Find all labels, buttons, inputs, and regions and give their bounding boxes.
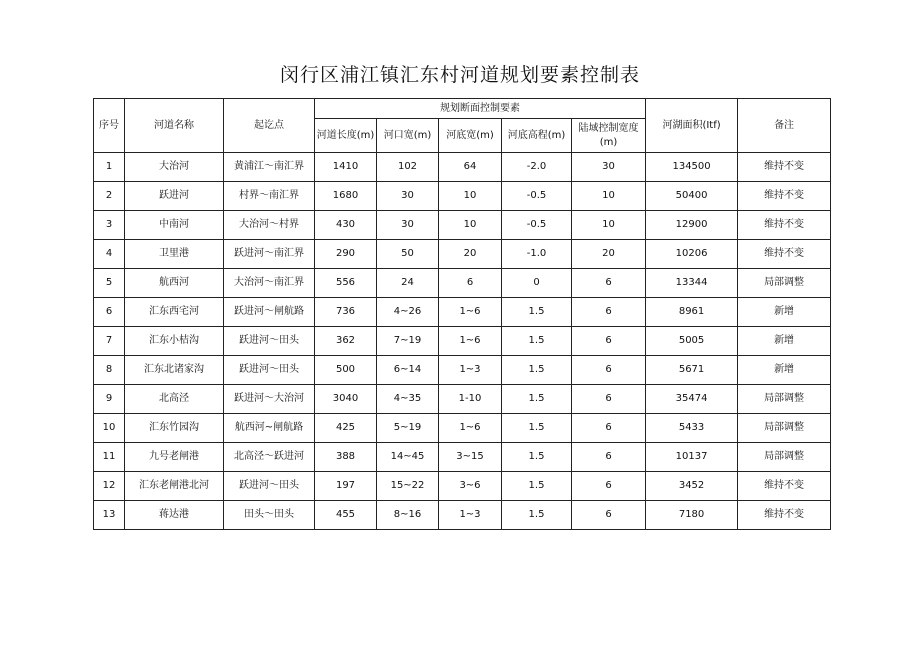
cell-note: 维持不变: [738, 472, 831, 501]
header-range: 起讫点: [224, 99, 315, 153]
cell-seq: 11: [94, 443, 125, 472]
cell-bed-width: 1~3: [439, 356, 502, 385]
cell-river-name: 汇东西宅河: [125, 298, 224, 327]
cell-bed-elevation: -0.5: [502, 182, 572, 211]
cell-river-name: 汇东老闸港北河: [125, 472, 224, 501]
cell-note: 维持不变: [738, 153, 831, 182]
cell-bed-width: 1-10: [439, 385, 502, 414]
cell-land-width: 10: [572, 182, 646, 211]
cell-bed-width: 10: [439, 182, 502, 211]
cell-bed-elevation: 1.5: [502, 327, 572, 356]
cell-note: 局部调整: [738, 443, 831, 472]
header-bed-elevation: 河底高程(m): [502, 119, 572, 153]
cell-seq: 2: [94, 182, 125, 211]
cell-mouth-width: 4~26: [377, 298, 439, 327]
cell-area: 35474: [646, 385, 738, 414]
table-row: [94, 501, 831, 530]
cell-area: 10137: [646, 443, 738, 472]
cell-range: 跃进河～田头: [224, 356, 315, 385]
cell-length: 500: [315, 356, 377, 385]
cell-range: 跃进河～闸航路: [224, 298, 315, 327]
cell-river-name: 汇东小桔沟: [125, 327, 224, 356]
cell-river-name: 中南河: [125, 211, 224, 240]
cell-seq: 7: [94, 327, 125, 356]
cell-bed-elevation: -0.5: [502, 211, 572, 240]
cell-land-width: 6: [572, 298, 646, 327]
cell-mouth-width: 7~19: [377, 327, 439, 356]
header-bed-width: 河底宽(m): [439, 119, 502, 153]
cell-length: 3040: [315, 385, 377, 414]
cell-area: 5671: [646, 356, 738, 385]
table-row: [94, 385, 831, 414]
cell-mouth-width: 4~35: [377, 385, 439, 414]
cell-land-width: 6: [572, 385, 646, 414]
cell-range: 大治河～南汇界: [224, 269, 315, 298]
cell-mouth-width: 14~45: [377, 443, 439, 472]
cell-range: 跃进河～田头: [224, 327, 315, 356]
cell-note: 局部调整: [738, 269, 831, 298]
cell-bed-elevation: 1.5: [502, 298, 572, 327]
header-length: 河道长度(m): [315, 119, 377, 153]
cell-length: 736: [315, 298, 377, 327]
cell-bed-width: 64: [439, 153, 502, 182]
cell-river-name: 卫里港: [125, 240, 224, 269]
cell-river-name: 汇东北诸家沟: [125, 356, 224, 385]
cell-land-width: 6: [572, 356, 646, 385]
table-row: [94, 298, 831, 327]
cell-river-name: 北高泾: [125, 385, 224, 414]
cell-note: 维持不变: [738, 240, 831, 269]
header-seq: 序号: [94, 99, 125, 153]
cell-bed-width: 1~6: [439, 298, 502, 327]
cell-seq: 3: [94, 211, 125, 240]
cell-area: 5433: [646, 414, 738, 443]
cell-bed-width: 1~3: [439, 501, 502, 530]
cell-seq: 10: [94, 414, 125, 443]
header-land-width: 陆域控制宽度(m): [572, 119, 646, 153]
header-mouth-width: 河口宽(m): [377, 119, 439, 153]
table-row: [94, 443, 831, 472]
cell-land-width: 10: [572, 211, 646, 240]
cell-mouth-width: 102: [377, 153, 439, 182]
table-row: [94, 414, 831, 443]
header-river-name: 河道名称: [125, 99, 224, 153]
header-area: 河湖面积(Itf): [646, 99, 738, 153]
cell-area: 50400: [646, 182, 738, 211]
cell-area: 134500: [646, 153, 738, 182]
river-control-table: [93, 98, 831, 530]
cell-length: 425: [315, 414, 377, 443]
cell-range: 跃进河～田头: [224, 472, 315, 501]
cell-bed-width: 3~15: [439, 443, 502, 472]
cell-range: 跃进河～大治河: [224, 385, 315, 414]
cell-river-name: 大治河: [125, 153, 224, 182]
cell-bed-width: 1~6: [439, 327, 502, 356]
cell-seq: 12: [94, 472, 125, 501]
cell-note: 新增: [738, 356, 831, 385]
cell-mouth-width: 15~22: [377, 472, 439, 501]
cell-seq: 6: [94, 298, 125, 327]
table-row: [94, 182, 831, 211]
cell-seq: 4: [94, 240, 125, 269]
cell-bed-width: 20: [439, 240, 502, 269]
cell-bed-width: 3~6: [439, 472, 502, 501]
table-row: [94, 211, 831, 240]
cell-mouth-width: 5~19: [377, 414, 439, 443]
cell-land-width: 6: [572, 501, 646, 530]
cell-bed-elevation: 1.5: [502, 356, 572, 385]
cell-seq: 8: [94, 356, 125, 385]
cell-area: 8961: [646, 298, 738, 327]
cell-length: 430: [315, 211, 377, 240]
cell-river-name: 蒋达港: [125, 501, 224, 530]
cell-length: 556: [315, 269, 377, 298]
cell-range: 大治河～村界: [224, 211, 315, 240]
cell-range: 黄浦江～南汇界: [224, 153, 315, 182]
cell-bed-elevation: 0: [502, 269, 572, 298]
cell-range: 航西河~闸航路: [224, 414, 315, 443]
table-row: [94, 269, 831, 298]
cell-seq: 9: [94, 385, 125, 414]
cell-range: 跃进河～南汇界: [224, 240, 315, 269]
cell-note: 维持不变: [738, 182, 831, 211]
cell-mouth-width: 6~14: [377, 356, 439, 385]
cell-land-width: 6: [572, 472, 646, 501]
cell-note: 新增: [738, 327, 831, 356]
header-row-top: [94, 99, 831, 119]
cell-bed-width: 6: [439, 269, 502, 298]
cell-mouth-width: 24: [377, 269, 439, 298]
cell-land-width: 6: [572, 414, 646, 443]
cell-mouth-width: 8~16: [377, 501, 439, 530]
cell-river-name: 九号老闸港: [125, 443, 224, 472]
cell-bed-elevation: 1.5: [502, 414, 572, 443]
cell-seq: 13: [94, 501, 125, 530]
cell-mouth-width: 50: [377, 240, 439, 269]
table-row: [94, 153, 831, 182]
cell-note: 维持不变: [738, 501, 831, 530]
cell-bed-elevation: 1.5: [502, 385, 572, 414]
cell-seq: 5: [94, 269, 125, 298]
cell-area: 7180: [646, 501, 738, 530]
cell-note: 维持不变: [738, 211, 831, 240]
cell-range: 田头～田头: [224, 501, 315, 530]
cell-mouth-width: 30: [377, 182, 439, 211]
cell-note: 新增: [738, 298, 831, 327]
cell-length: 197: [315, 472, 377, 501]
header-section-group: 规划断面控制要素: [315, 99, 646, 119]
table-row: [94, 472, 831, 501]
cell-river-name: 汇东竹园沟: [125, 414, 224, 443]
cell-length: 362: [315, 327, 377, 356]
table-row: [94, 327, 831, 356]
cell-bed-elevation: 1.5: [502, 443, 572, 472]
table-row: [94, 356, 831, 385]
cell-area: 12900: [646, 211, 738, 240]
page-title: 闵行区浦江镇汇东村河道规划要素控制表: [279, 64, 640, 86]
cell-bed-width: 10: [439, 211, 502, 240]
cell-river-name: 航西河: [125, 269, 224, 298]
cell-length: 455: [315, 501, 377, 530]
cell-length: 290: [315, 240, 377, 269]
cell-seq: 1: [94, 153, 125, 182]
cell-bed-elevation: 1.5: [502, 501, 572, 530]
cell-length: 388: [315, 443, 377, 472]
cell-area: 3452: [646, 472, 738, 501]
cell-bed-elevation: 1.5: [502, 472, 572, 501]
cell-note: 局部调整: [738, 414, 831, 443]
cell-river-name: 跃进河: [125, 182, 224, 211]
cell-land-width: 6: [572, 327, 646, 356]
cell-length: 1680: [315, 182, 377, 211]
cell-area: 5005: [646, 327, 738, 356]
cell-length: 1410: [315, 153, 377, 182]
cell-bed-width: 1~6: [439, 414, 502, 443]
cell-area: 13344: [646, 269, 738, 298]
cell-land-width: 6: [572, 269, 646, 298]
cell-land-width: 6: [572, 443, 646, 472]
cell-bed-elevation: -1.0: [502, 240, 572, 269]
cell-range: 村界～南汇界: [224, 182, 315, 211]
header-note: 备注: [738, 99, 831, 153]
cell-land-width: 30: [572, 153, 646, 182]
table-row: [94, 240, 831, 269]
cell-land-width: 20: [572, 240, 646, 269]
cell-mouth-width: 30: [377, 211, 439, 240]
cell-range: 北高泾～跃进河: [224, 443, 315, 472]
cell-note: 局部调整: [738, 385, 831, 414]
cell-area: 10206: [646, 240, 738, 269]
cell-bed-elevation: -2.0: [502, 153, 572, 182]
